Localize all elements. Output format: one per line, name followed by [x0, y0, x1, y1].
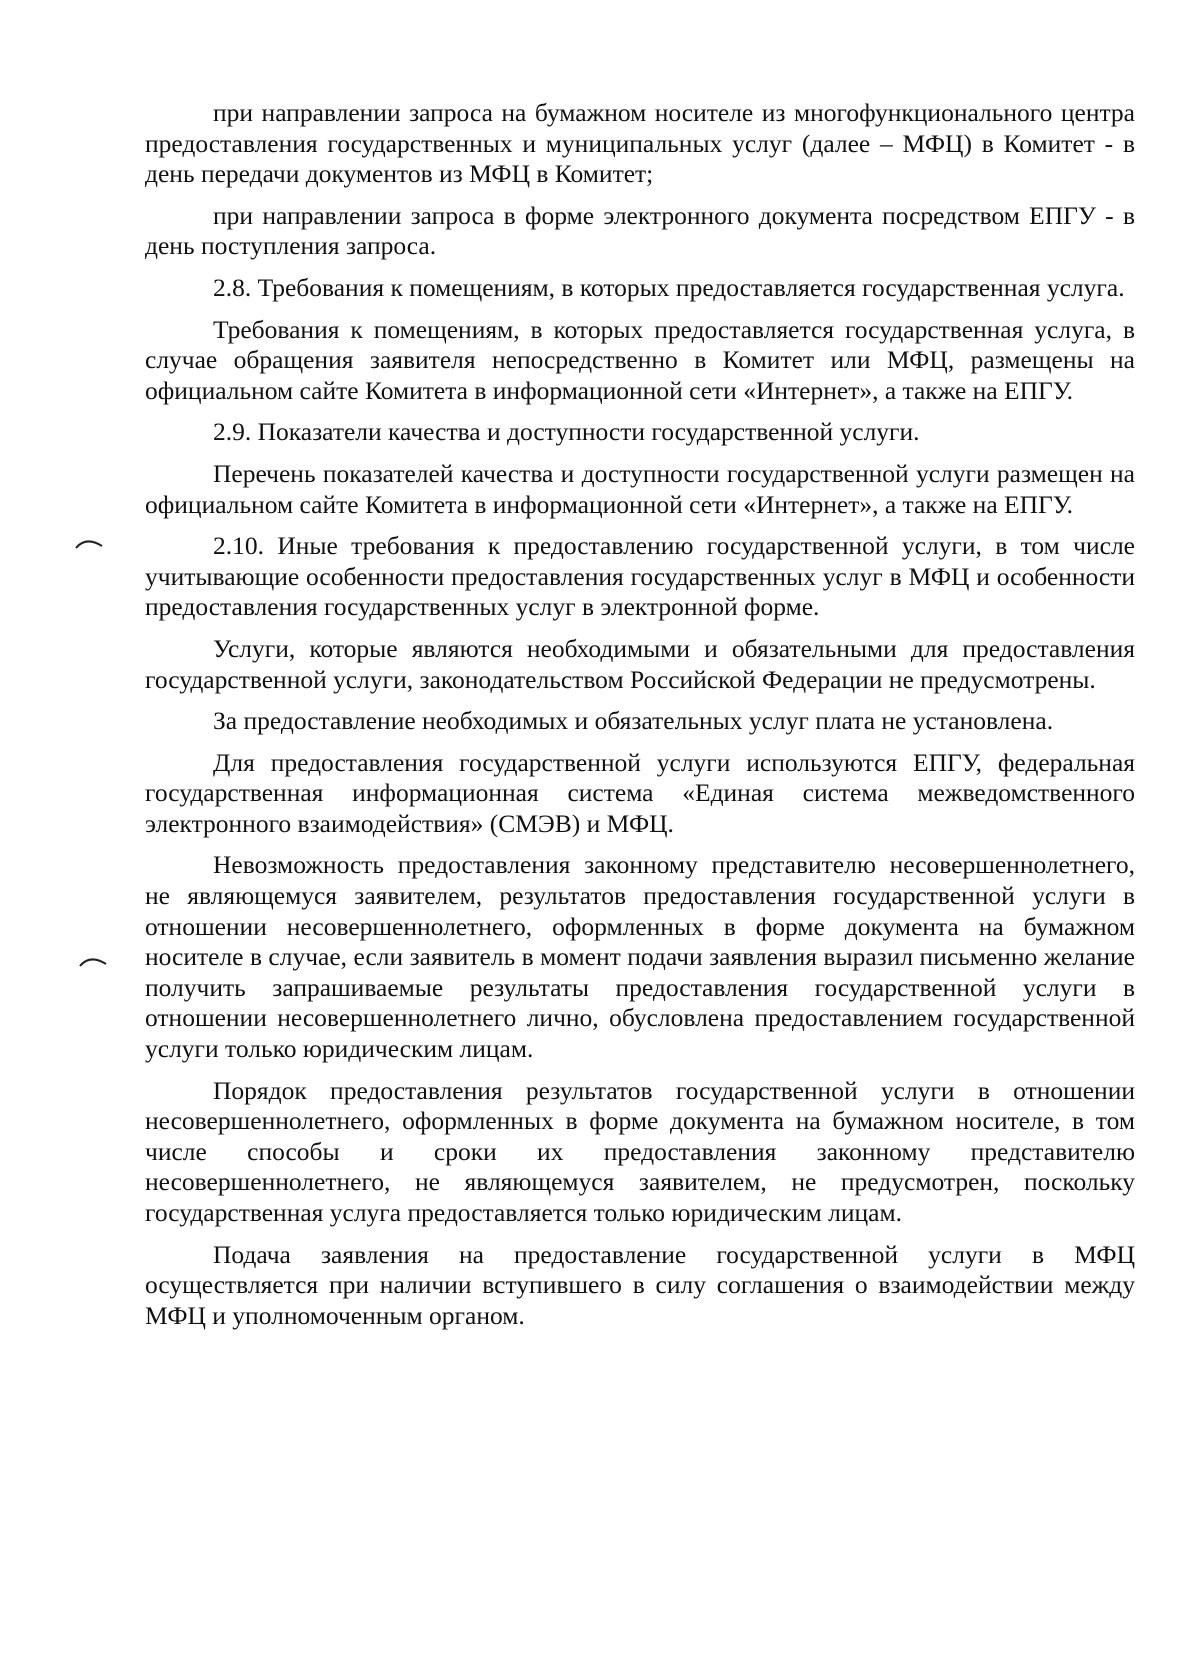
paragraph: при направлении запроса в форме электронного документа посредством ЕПГУ - в день поступления запроса. [145, 200, 1135, 261]
paragraph: Услуги, которые являются необходимыми и обязательными для предоставления государственной услуги, законодательством Российской Федерации не предусмотрены. [145, 633, 1135, 694]
document-page [145, 98, 1135, 1342]
paragraph: Требования к помещениям, в которых предоставляется государственная услуга, в случае обращения заявителя непосредственно в Комитет или МФЦ, размещены на официальном сайте Комитета в информационной сети «Интернет», а также на ЕПГУ. [145, 314, 1135, 405]
paragraph: За предоставление необходимых и обязательных услуг плата не установлена. [213, 706, 1054, 736]
paragraph: при направлении запроса на бумажном носителе из многофункционального центра предоставления государственных и муниципальных услуг (далее – МФЦ) в Комитет - в день передачи документов из МФЦ в Комитет; [145, 98, 1135, 189]
paragraph: Невозможность предоставления законному представителю несовершеннолетнего, не являющемуся заявителем, результатов предоставления государственной услуги в отношении несовершеннолетнего, оформленных в форме документа на бумажном носителе в случае, если заявитель в момент подачи заявления выразил письменно желание получить запрашиваемые результаты предоставления государственной услуги в отношении несовершеннолетнего лично, обусловлена предоставлением государственной услуги только юридическим лицам. [145, 850, 1135, 1064]
punch-hole-mark [78, 954, 108, 968]
section-heading: 2.8. Требования к помещениям, в которых предоставляется государственная услуга. [213, 272, 1125, 302]
punch-hole-mark [74, 536, 104, 550]
paragraph: Перечень показателей качества и доступности государственной услуги размещен на официальном сайте Комитета в информационной сети «Интернет», а также на ЕПГУ. [145, 458, 1135, 519]
arc-mark-icon [74, 536, 104, 550]
section-heading: 2.10. Иные требования к предоставлению государственной услуги, в том числе учитывающие особенности предоставления государственных услуг в МФЦ и особенности предоставления государственных услуг в электронной форме. [145, 531, 1135, 622]
paragraph: Порядок предоставления результатов государственной услуги в отношении несовершеннолетнего, оформленных в форме документа на бумажном носителе, в том числе способы и сроки их предоставления законному представителю несовершеннолетнего, не являющемуся заявителем, не предусмотрен, поскольку государственная услуга предоставляется только юридическим лицам. [145, 1075, 1135, 1227]
paragraph: Подача заявления на предоставление государственной услуги в МФЦ осуществляется при наличии вступившего в силу соглашения о взаимодействии между МФЦ и уполномоченным органом. [145, 1239, 1135, 1330]
arc-mark-icon [78, 954, 108, 968]
section-heading: 2.9. Показатели качества и доступности государственной услуги. [213, 417, 920, 447]
paragraph: Для предоставления государственной услуги используются ЕПГУ, федеральная государственная информационная система «Единая система межведомственного электронного взаимодействия» (СМЭВ) и МФЦ. [145, 747, 1135, 838]
